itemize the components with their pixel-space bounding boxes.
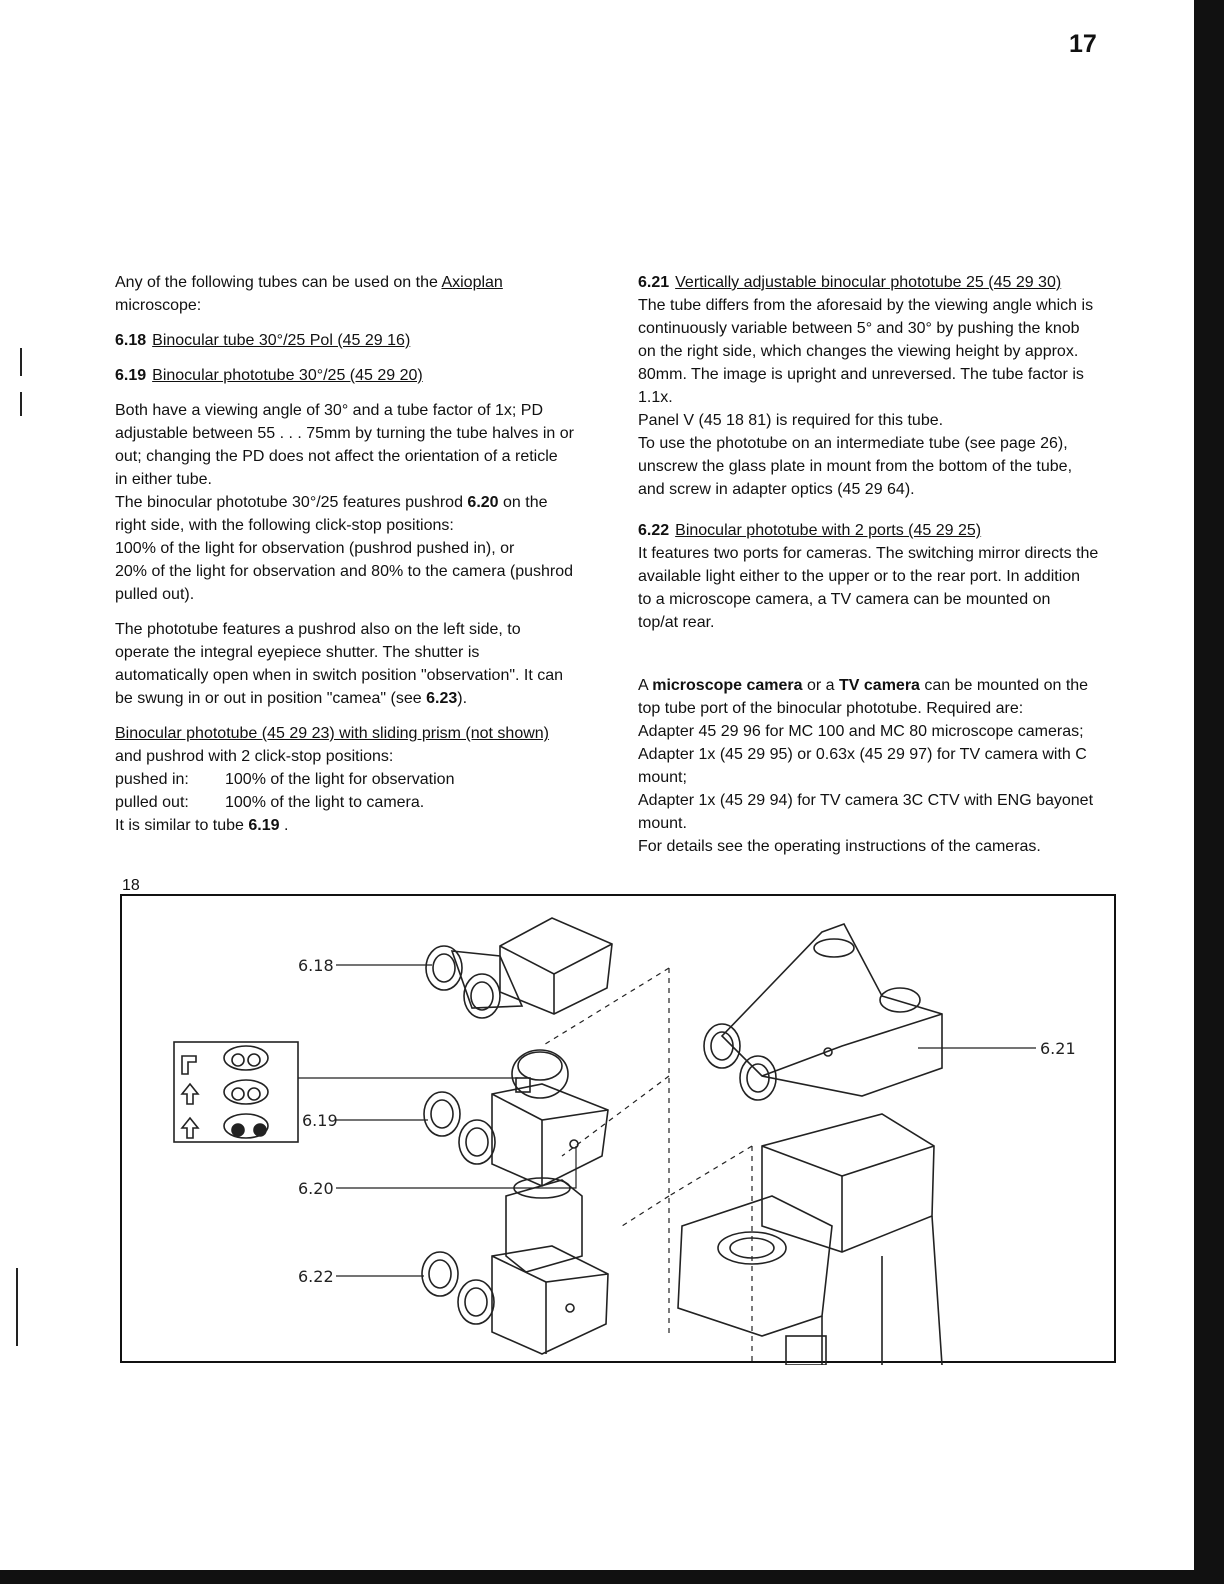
- page-number: 17: [1069, 30, 1097, 58]
- callout-leaders: [298, 965, 1036, 1276]
- position-row-pulled: pulled out: 100% of the light to camera.: [115, 794, 425, 811]
- figure-drawing: [122, 896, 1118, 1365]
- figure-number: 18: [122, 877, 140, 894]
- intro-paragraph: Any of the following tubes can be used on the Axioplan microscope:: [115, 274, 503, 314]
- right-column: [638, 271, 1138, 858]
- paragraph-6-22: It features two ports for cameras. The switching mirror directs the available light either to the upper or to the rear port. In addition to a microscope camera, a TV camera can be mounted on top/at rear.: [638, 545, 1099, 631]
- tube-6-18-illustration: [426, 918, 612, 1018]
- callout-6-21: 6.21: [1040, 1039, 1076, 1058]
- paragraph-6-21: The tube differs from the aforesaid by the viewing angle which is continuously variable between 5° and 30° by pushing the knob on the right side, which changes the viewing height by approx. 80mm. The image is upright and unreversed. The tube factor is 1.1x. Panel V (45 18 81) is required for this tube. To use the phototube on an intermediate tube (see page 26), unscrew the glass plate in mount from the bottom of the tube, and screw in adapter optics (45 29 64).: [638, 297, 1094, 498]
- callout-6-19: 6.19: [302, 1111, 338, 1130]
- tube-6-21-illustration: [704, 924, 942, 1100]
- scan-edge-bottom: [0, 1570, 1224, 1584]
- tube-6-22-illustration: [422, 1178, 608, 1354]
- paragraph-similar: It is similar to tube 6.19 .: [115, 817, 289, 834]
- axioplan-term: Axioplan: [441, 274, 503, 291]
- position-row-pushed: pushed in: 100% of the light for observation: [115, 771, 455, 788]
- left-column: [115, 271, 615, 837]
- callout-6-18: 6.18: [298, 956, 334, 975]
- binder-mark: [20, 348, 22, 376]
- heading-6-22: 6.22 Binocular phototube with 2 ports (45 29 25): [638, 522, 982, 539]
- paragraph-shutter: The phototube features a pushrod also on the left side, to operate the integral eyepiece shutter. The shutter is automatically open when in switch position "observation". It can be swung in or out in position "camea" (see 6.23).: [115, 621, 564, 707]
- paragraph-pushrod: The binocular phototube 30°/25 features pushrod 6.20 on the right side, with the following click-stop positions: 100% of the light for observation (pushrod pushed in), or 20% of the light for observation and 80% to the camera (pushrod pulled out).: [115, 494, 574, 603]
- binder-mark: [16, 1268, 18, 1346]
- callout-6-22: 6.22: [298, 1267, 334, 1286]
- heading-6-18: 6.18 Binocular tube 30°/25 Pol (45 29 16): [115, 332, 411, 349]
- switch-positions-legend: [174, 1042, 298, 1142]
- heading-6-19: 6.19 Binocular phototube 30°/25 (45 29 20): [115, 367, 423, 384]
- paragraph-cameras: A microscope camera or a TV camera can be mounted on the top tube port of the binocular phototube. Required are: Adapter 45 29 96 for MC 100 and MC 80 microscope cameras; Adapter 1x (45 29 95) or 0.63x (45 29 97) for TV camera with C mount; Adapter 1x (45 29 94) for TV camera 3C CTV with ENG bayonet mount. For details see the operating instructions of the cameras.: [638, 677, 1094, 855]
- callout-6-20: 6.20: [298, 1179, 334, 1198]
- scan-edge-right: [1194, 0, 1224, 1584]
- binder-mark: [20, 392, 22, 416]
- stand-illustration: [678, 1114, 942, 1365]
- figure-18: [120, 894, 1116, 1363]
- heading-6-21: 6.21 Vertically adjustable binocular phototube 25 (45 29 30): [638, 274, 1062, 291]
- tube-6-19-illustration: [424, 1050, 608, 1186]
- paragraph-sliding-prism: Binocular phototube (45 29 23) with sliding prism (not shown) and pushrod with 2 click-stop positions:: [115, 725, 550, 765]
- paragraph-viewing-angle: Both have a viewing angle of 30° and a tube factor of 1x; PD adjustable between 55 . . . 75mm by turning the tube halves in or out; changing the PD does not affect the orientation of a reticle in either tube.: [115, 402, 574, 488]
